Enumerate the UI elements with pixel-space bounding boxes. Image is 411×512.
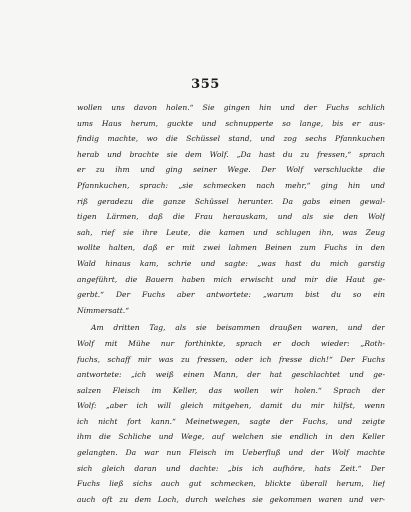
text-line: salzen Fleisch im Keller, das wollen wir holen.“ Sprach der bbox=[77, 385, 385, 395]
text-line: findig machte, wo die Schüssel stand, und zog sechs Pfannkuchen bbox=[77, 134, 385, 144]
text-line: er zu ihm und ging seiner Wege. Der Wolf verschluckte die bbox=[77, 165, 385, 175]
text-line: tigen Lärmen, daß die Frau herauskam, und als sie den Wolf bbox=[77, 212, 385, 222]
paragraph-2 bbox=[77, 320, 385, 507]
text-line: wollte halten, daß er mit zwei lahmen Beinen zum Fuchs in den bbox=[77, 243, 385, 253]
text-line: gerbt.“ Der Fuchs aber antwortete: „warum bist du so ein bbox=[77, 290, 385, 300]
text-line: Am dritten Tag, als sie beisammen draußen waren, und der bbox=[91, 323, 385, 333]
text-line: sah, rief sie ihre Leute, die kamen und schlugen ihn, was Zeug bbox=[77, 227, 385, 237]
text-line: Fuchs ließ sichs auch gut schmecken, blickte überall herum, lief bbox=[77, 479, 385, 489]
text-line: herab und brachte sie dem Wolf. „Da hast du zu fressen,“ sprach bbox=[77, 149, 385, 159]
text-line: Pfannkuchen, sprach: „sie schmecken nach mehr,“ ging hin und bbox=[77, 180, 385, 190]
text-line: ihm die Schliche und Wege, auf welchen sie endlich in den Keller bbox=[77, 432, 385, 442]
text-line: fuchs, schaff mir was zu fressen, oder ich fresse dich!“ Der Fuchs bbox=[77, 354, 385, 364]
text-line: gelangten. Da war nun Fleisch im Ueberfluß und der Wolf machte bbox=[77, 448, 385, 458]
text-line: Wolf: „aber ich will gleich mitgehen, damit du mir hilfst, wenn bbox=[77, 401, 385, 411]
text-line: Wald hinaus kam, schrie und sagte: „was hast du mich garstig bbox=[77, 258, 385, 268]
text-line: angeführt, die Bauern haben mich erwischt und mir die Haut ge- bbox=[77, 274, 385, 284]
text-line: auch oft zu dem Loch, durch welches sie gekommen waren und ver- bbox=[77, 494, 385, 504]
text-line: wollen uns davon holen.“ Sie gingen hin und der Fuchs schlich bbox=[77, 103, 385, 112]
text-line: riß geradezu die ganze Schüssel herunter. Da gabs einen gewal- bbox=[77, 196, 385, 206]
page-number: 355 bbox=[191, 77, 220, 92]
text-line: Nimmersatt.“ bbox=[77, 305, 130, 315]
body-text bbox=[77, 100, 385, 507]
paragraph-1 bbox=[77, 100, 385, 318]
text-line: ich nicht fort kann.“ Meinetwegen, sagte der Fuchs, und zeigte bbox=[77, 416, 385, 426]
text-line: sich gleich daran und dachte: „bis ich aufhöre, hats Zeit.“ Der bbox=[77, 463, 385, 473]
text-line: antwortete: „ich weiß einen Mann, der hat geschlachtet und ge- bbox=[77, 370, 385, 380]
text-line: Wolf mit Mühe nur forthinkte, sprach er doch wieder: „Roth- bbox=[77, 338, 385, 348]
text-line: ums Haus herum, guckte und schnupperte so lange, bis er aus- bbox=[77, 118, 385, 128]
